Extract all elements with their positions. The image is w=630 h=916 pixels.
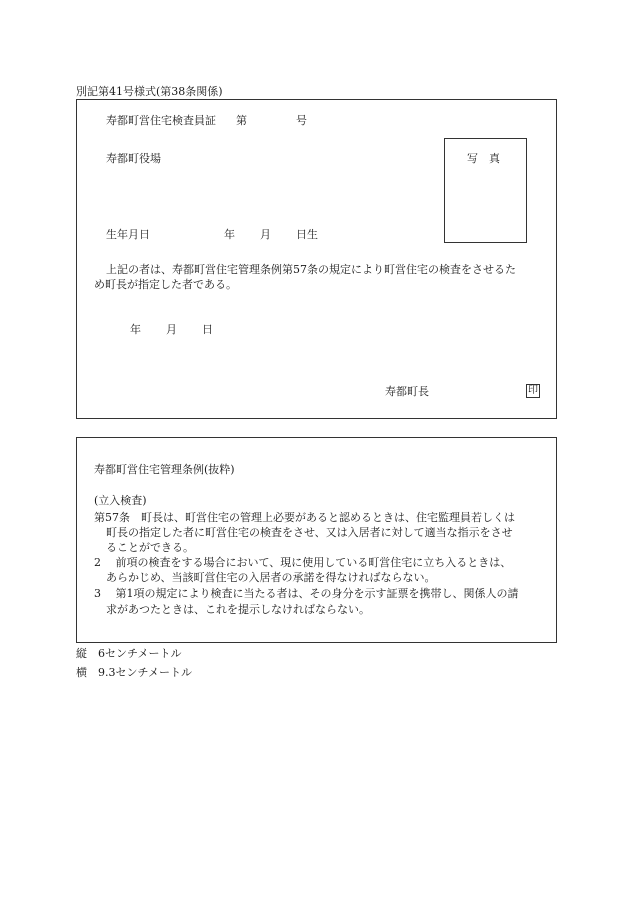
paragraph-2-line-2: あらかじめ、当該町営住宅の入居者の承諾を得なければならない。 (106, 571, 436, 584)
statement-line-2: め町長が指定した者である。 (94, 278, 237, 291)
article-57-line-3: ることができる。 (106, 541, 194, 554)
certificate-number-suffix: 号 (296, 114, 307, 127)
paragraph-2-line-1: 2 前項の検査をする場合において、現に使用している町営住宅に立ち入るときは、 (94, 556, 512, 569)
birth-month-unit: 月 (260, 228, 271, 241)
birth-day-unit: 日生 (296, 228, 318, 241)
article-57-line-1: 第57条 町長は、町営住宅の管理上必要があると認めるときは、住宅監理員若しくは (94, 511, 515, 524)
certificate-number-prefix: 第 (236, 114, 247, 127)
mayor-label: 寿都町長 (385, 385, 429, 398)
dimension-width: 横 9.3センチメートル (76, 666, 193, 679)
article-57-line-2: 町長の指定した者に町営住宅の検査をさせ、又は入居者に対して適当な指示をさせ (106, 526, 513, 539)
issue-month-unit: 月 (166, 323, 177, 336)
issue-day-unit: 日 (202, 323, 213, 336)
form-title: 別記第41号様式(第38条関係) (76, 85, 223, 98)
section-title: (立入検査) (94, 494, 147, 507)
statement-line-1: 上記の者は、寿都町営住宅管理条例第57条の規定により町営住宅の検査をさせるた (106, 263, 516, 276)
seal-stamp-box: 印 (528, 385, 538, 396)
certificate-title: 寿都町営住宅検査員証 (106, 114, 216, 127)
paragraph-3-line-2: 求があつたときは、これを提示しなければならない。 (106, 603, 370, 616)
issue-year-unit: 年 (130, 323, 141, 336)
paragraph-3-line-1: 3 第1項の規定により検査に当たる者は、その身分を示す証票を携帯し、関係人の請 (94, 587, 519, 600)
dimension-height: 縦 6センチメートル (76, 647, 182, 660)
excerpt-heading: 寿都町営住宅管理条例(抜粋) (94, 463, 235, 476)
birth-date-label: 生年月日 (106, 228, 150, 241)
photo-label: 写 真 (467, 152, 500, 165)
birth-year-unit: 年 (224, 228, 235, 241)
issuer-office: 寿都町役場 (106, 152, 161, 165)
